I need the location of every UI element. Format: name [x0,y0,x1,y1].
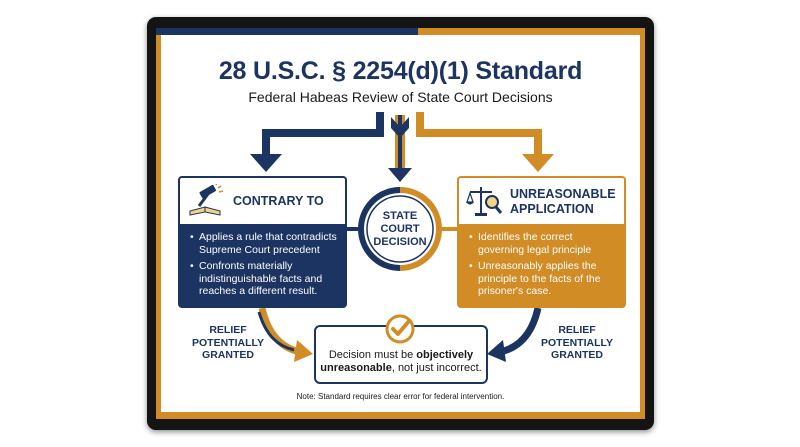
footnote: Note: Standard requires clear error for federal intervention. [296,392,505,401]
right-curve-arrowhead [487,340,506,362]
decision-text: Decision must be objectively unreasonable, not just incorrect. [320,349,482,374]
contrary-to-title: CONTRARY TO [233,194,324,208]
left-branch-arrow [266,112,380,156]
left-branch-arrowhead [250,154,282,172]
unreasonable-application-card [457,176,626,308]
page-title: 28 U.S.C. § 2254(d)(1) Standard [218,57,583,85]
relief-left-label: RELIEF POTENTIALLY GRANTED [192,324,264,361]
left-curve-arrowhead [294,340,313,362]
right-branch-arrow [420,112,538,156]
gavel-book-icon [186,184,228,220]
right-branch-arrowhead [522,154,554,172]
checkmark-circle-icon [384,313,416,345]
center-arrow-tip [388,168,412,182]
contrary-to-body: • Applies a rule that contradicts Supreme Court precedent • Confronts materially indistinguishable facts and reaches a different result. [190,231,337,297]
contrary-to-card [178,176,347,308]
state-court-decision-label: STATE COURT DECISION [373,210,427,248]
unreasonable-application-header [459,178,624,224]
page-subtitle: Federal Habeas Review of State Court Decisions [248,89,553,105]
relief-right-label: RELIEF POTENTIALLY GRANTED [541,324,613,361]
unreasonable-application-title: UNREASONABLE APPLICATION [510,187,616,216]
contrary-to-header [180,178,345,224]
scales-magnifier-icon [465,183,505,219]
unreasonable-application-body: • Identifies the correct governing legal principle • Unreasonably applies the principle to the facts of the prisoner's case. [469,231,601,297]
